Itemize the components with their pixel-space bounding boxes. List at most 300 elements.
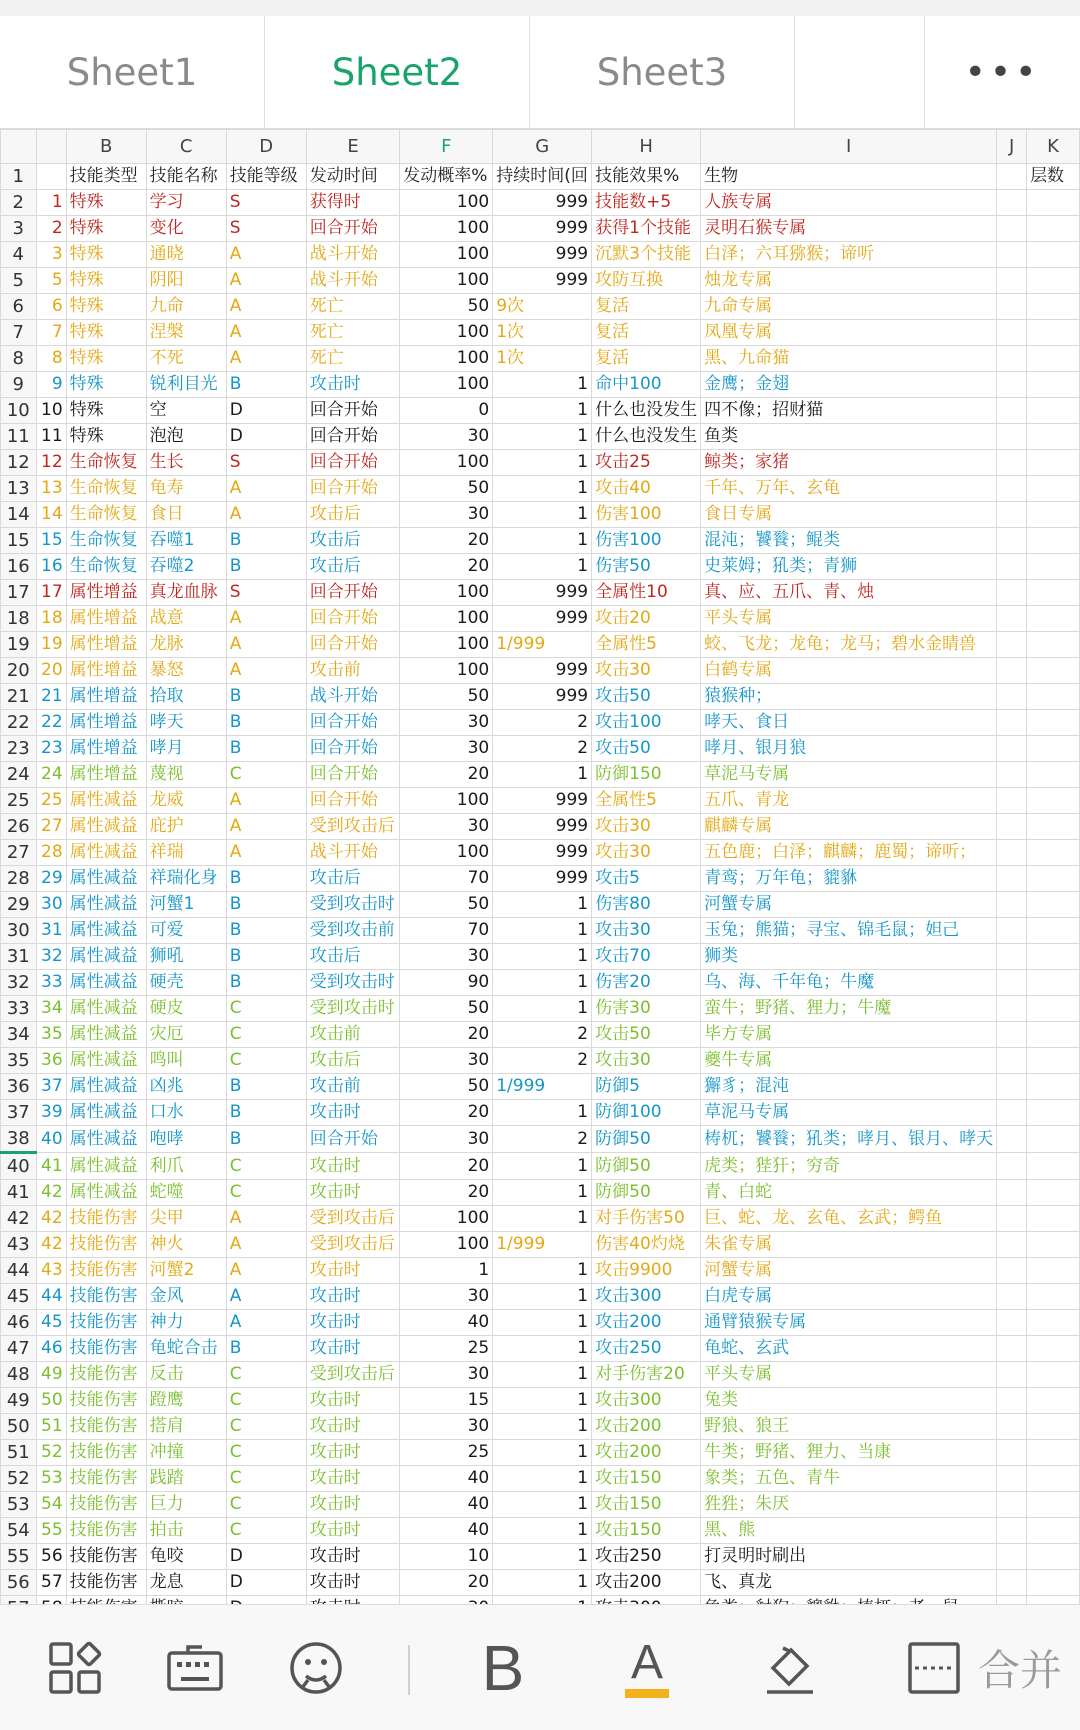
- cell-effect[interactable]: 攻击40: [592, 476, 701, 502]
- cell-creature[interactable]: 乌、海、千年龟；牛魔: [701, 970, 997, 996]
- cell-trigger-rate[interactable]: 40: [400, 1466, 493, 1492]
- cell-duration[interactable]: 1: [493, 424, 592, 450]
- cell-creature[interactable]: 飞、真龙: [701, 1570, 997, 1596]
- row-number[interactable]: 42: [1, 1206, 37, 1232]
- cell-trigger-rate[interactable]: 25: [400, 1440, 493, 1466]
- cell[interactable]: [1027, 1153, 1080, 1180]
- row-number[interactable]: 18: [1, 606, 37, 632]
- cell-trigger-rate[interactable]: 40: [400, 1310, 493, 1336]
- cell[interactable]: [1027, 1518, 1080, 1544]
- row-number[interactable]: 23: [1, 736, 37, 762]
- cell[interactable]: [1027, 268, 1080, 294]
- cell-skill-name[interactable]: 祥瑞化身: [146, 866, 226, 892]
- cell-trigger-rate[interactable]: 100: [400, 1232, 493, 1258]
- row-number[interactable]: 43: [1, 1232, 37, 1258]
- header-cell[interactable]: 技能等级: [226, 164, 306, 190]
- cell-index[interactable]: 7: [36, 320, 66, 346]
- cell-skill-name[interactable]: 金风: [146, 1284, 226, 1310]
- cell[interactable]: [997, 814, 1027, 840]
- cell-index[interactable]: 39: [36, 1100, 66, 1126]
- font-color-icon[interactable]: [614, 1635, 680, 1701]
- cell-index[interactable]: 15: [36, 528, 66, 554]
- cell-trigger-rate[interactable]: 15: [400, 1388, 493, 1414]
- cell[interactable]: [1027, 242, 1080, 268]
- cell-effect[interactable]: 沉默3个技能: [592, 242, 701, 268]
- cell-duration[interactable]: 1: [493, 1518, 592, 1544]
- cell-effect[interactable]: 攻击50: [592, 1022, 701, 1048]
- cell-trigger-time[interactable]: 攻击后: [306, 502, 400, 528]
- cell-skill-type[interactable]: 属性减益: [66, 1022, 146, 1048]
- cell[interactable]: [997, 476, 1027, 502]
- row-number[interactable]: 45: [1, 1284, 37, 1310]
- cell[interactable]: [997, 684, 1027, 710]
- cell-index[interactable]: 14: [36, 502, 66, 528]
- cell[interactable]: [997, 1284, 1027, 1310]
- cell-skill-name[interactable]: 利爪: [146, 1153, 226, 1180]
- cell-duration[interactable]: 1: [493, 476, 592, 502]
- cell-index[interactable]: 51: [36, 1414, 66, 1440]
- cell-effect[interactable]: 攻击30: [592, 918, 701, 944]
- cell[interactable]: [1027, 632, 1080, 658]
- tab-sheet3[interactable]: Sheet3: [530, 16, 795, 128]
- cell-skill-type[interactable]: 生命恢复: [66, 554, 146, 580]
- cell-trigger-time[interactable]: 攻击时: [306, 1258, 400, 1284]
- cell-duration[interactable]: 1: [493, 918, 592, 944]
- cell-trigger-time[interactable]: 攻击时: [306, 1388, 400, 1414]
- cell-index[interactable]: 20: [36, 658, 66, 684]
- cell-index[interactable]: 11: [36, 424, 66, 450]
- cell[interactable]: [1027, 1492, 1080, 1518]
- cell-trigger-rate[interactable]: 1: [400, 1258, 493, 1284]
- cell-creature[interactable]: 龟蛇、玄武: [701, 1336, 997, 1362]
- cell[interactable]: [997, 1440, 1027, 1466]
- cell-effect[interactable]: 防御50: [592, 1180, 701, 1206]
- cell-trigger-rate[interactable]: 100: [400, 346, 493, 372]
- cell-skill-name[interactable]: 涅槃: [146, 320, 226, 346]
- cell-skill-level[interactable]: B: [226, 1336, 306, 1362]
- cell-duration[interactable]: 1: [493, 1180, 592, 1206]
- cell[interactable]: [1027, 320, 1080, 346]
- cell-creature[interactable]: 玉兔；熊猫；寻宝、锦毛鼠；妲己: [701, 918, 997, 944]
- cell-trigger-time[interactable]: 回合开始: [306, 216, 400, 242]
- cell-skill-name[interactable]: 食日: [146, 502, 226, 528]
- row-number[interactable]: 55: [1, 1544, 37, 1570]
- cell-trigger-rate[interactable]: 100: [400, 606, 493, 632]
- row-number[interactable]: 10: [1, 398, 37, 424]
- cell-duration[interactable]: 999: [493, 814, 592, 840]
- cell-skill-type[interactable]: 属性增益: [66, 658, 146, 684]
- cell-duration[interactable]: 1: [493, 1466, 592, 1492]
- cell-trigger-time[interactable]: 攻击时: [306, 1153, 400, 1180]
- header-cell[interactable]: 发动概率%: [400, 164, 493, 190]
- cell-skill-level[interactable]: C: [226, 1518, 306, 1544]
- cell[interactable]: [1027, 918, 1080, 944]
- column-header-d[interactable]: D: [226, 130, 306, 164]
- cell-creature[interactable]: 金鹰；金翅: [701, 372, 997, 398]
- cell[interactable]: [997, 398, 1027, 424]
- cell-creature[interactable]: 平头专属: [701, 1362, 997, 1388]
- cell-effect[interactable]: 攻击200: [592, 1440, 701, 1466]
- cell-skill-level[interactable]: C: [226, 1492, 306, 1518]
- cell-trigger-rate[interactable]: 30: [400, 1048, 493, 1074]
- cell-trigger-time[interactable]: 受到攻击后: [306, 814, 400, 840]
- cell-skill-type[interactable]: 技能伤害: [66, 1362, 146, 1388]
- cell[interactable]: [997, 554, 1027, 580]
- cell-creature[interactable]: 草泥马专属: [701, 1100, 997, 1126]
- cell-skill-name[interactable]: 灾厄: [146, 1022, 226, 1048]
- cell-index[interactable]: 22: [36, 710, 66, 736]
- cell-effect[interactable]: 什么也没发生: [592, 398, 701, 424]
- cell-trigger-time[interactable]: 回合开始: [306, 476, 400, 502]
- cell-index[interactable]: 34: [36, 996, 66, 1022]
- cell-skill-name[interactable]: 龙脉: [146, 632, 226, 658]
- row-number[interactable]: 16: [1, 554, 37, 580]
- cell-skill-level[interactable]: B: [226, 684, 306, 710]
- cell-skill-type[interactable]: 属性减益: [66, 1126, 146, 1153]
- cell-trigger-rate[interactable]: 100: [400, 268, 493, 294]
- row-number[interactable]: 47: [1, 1336, 37, 1362]
- cell-creature[interactable]: 打灵明时刷出: [701, 1544, 997, 1570]
- cell-skill-type[interactable]: 属性减益: [66, 840, 146, 866]
- cell[interactable]: [997, 918, 1027, 944]
- cell-skill-type[interactable]: 特殊: [66, 294, 146, 320]
- cell-trigger-time[interactable]: 回合开始: [306, 606, 400, 632]
- cell-trigger-time[interactable]: 攻击后: [306, 528, 400, 554]
- cell-trigger-rate[interactable]: 50: [400, 476, 493, 502]
- cell-skill-level[interactable]: C: [226, 996, 306, 1022]
- cell-creature[interactable]: 四不像；招财猫: [701, 398, 997, 424]
- cell-skill-name[interactable]: 拾取: [146, 684, 226, 710]
- row-number[interactable]: 27: [1, 840, 37, 866]
- cell-skill-level[interactable]: B: [226, 892, 306, 918]
- cell[interactable]: [1027, 762, 1080, 788]
- cell-skill-type[interactable]: 技能伤害: [66, 1284, 146, 1310]
- cell[interactable]: [1027, 476, 1080, 502]
- cell-skill-name[interactable]: 哮月: [146, 736, 226, 762]
- cell-effect[interactable]: 伤害40灼烧: [592, 1232, 701, 1258]
- cell-skill-level[interactable]: A: [226, 294, 306, 320]
- cell-creature[interactable]: 草泥马专属: [701, 762, 997, 788]
- cell-skill-level[interactable]: B: [226, 736, 306, 762]
- tab-sheet2[interactable]: Sheet2: [265, 16, 530, 128]
- cell[interactable]: [1027, 1126, 1080, 1153]
- header-cell[interactable]: 生物: [701, 164, 997, 190]
- cell[interactable]: [997, 502, 1027, 528]
- cell-skill-level[interactable]: S: [226, 450, 306, 476]
- cell[interactable]: [997, 1544, 1027, 1570]
- cell-effect[interactable]: 命中100: [592, 372, 701, 398]
- cell-index[interactable]: 37: [36, 1074, 66, 1100]
- cell-index[interactable]: 8: [36, 346, 66, 372]
- cell[interactable]: [997, 1492, 1027, 1518]
- cell[interactable]: [1027, 1284, 1080, 1310]
- cell-skill-type[interactable]: 技能伤害: [66, 1440, 146, 1466]
- cell-duration[interactable]: 1: [493, 1414, 592, 1440]
- row-number[interactable]: 1: [1, 164, 37, 190]
- cell-duration[interactable]: 1: [493, 372, 592, 398]
- cell-creature[interactable]: 白鹤专属: [701, 658, 997, 684]
- cell-skill-level[interactable]: B: [226, 554, 306, 580]
- cell[interactable]: [997, 1153, 1027, 1180]
- cell[interactable]: [997, 1180, 1027, 1206]
- cell-index[interactable]: 28: [36, 840, 66, 866]
- cell-index[interactable]: 6: [36, 294, 66, 320]
- cell[interactable]: [997, 268, 1027, 294]
- cell-creature[interactable]: 狌狌；朱厌: [701, 1492, 997, 1518]
- cell-creature[interactable]: 河蟹专属: [701, 1258, 997, 1284]
- cell-index[interactable]: 33: [36, 970, 66, 996]
- cell-skill-name[interactable]: 反击: [146, 1362, 226, 1388]
- row-number[interactable]: 53: [1, 1492, 37, 1518]
- cell[interactable]: [1027, 1544, 1080, 1570]
- cell-trigger-time[interactable]: 受到攻击时: [306, 996, 400, 1022]
- row-number[interactable]: 48: [1, 1362, 37, 1388]
- cell-trigger-rate[interactable]: 100: [400, 580, 493, 606]
- row-number[interactable]: 2: [1, 190, 37, 216]
- cell-skill-type[interactable]: 生命恢复: [66, 450, 146, 476]
- cell-effect[interactable]: 防御5: [592, 1074, 701, 1100]
- cell-index[interactable]: 35: [36, 1022, 66, 1048]
- cell-index[interactable]: 2: [36, 216, 66, 242]
- cell-trigger-rate[interactable]: 50: [400, 996, 493, 1022]
- cell-skill-name[interactable]: 龙威: [146, 788, 226, 814]
- cell-trigger-rate[interactable]: 100: [400, 788, 493, 814]
- cell-skill-type[interactable]: 属性减益: [66, 1100, 146, 1126]
- cell-skill-type[interactable]: 技能伤害: [66, 1388, 146, 1414]
- cell-skill-name[interactable]: 凶兆: [146, 1074, 226, 1100]
- cell-skill-name[interactable]: 鸣叫: [146, 1048, 226, 1074]
- cell-creature[interactable]: 蛟、飞龙；龙龟；龙马；碧水金睛兽: [701, 632, 997, 658]
- cell-skill-type[interactable]: 特殊: [66, 190, 146, 216]
- cell-skill-level[interactable]: B: [226, 710, 306, 736]
- cell-effect[interactable]: 攻击100: [592, 710, 701, 736]
- row-number[interactable]: 38: [1, 1126, 37, 1153]
- cell-skill-type[interactable]: 特殊: [66, 320, 146, 346]
- cell-duration[interactable]: 1/999: [493, 1232, 592, 1258]
- cell-skill-type[interactable]: 属性减益: [66, 996, 146, 1022]
- cell-skill-name[interactable]: 蔑视: [146, 762, 226, 788]
- row-number[interactable]: 56: [1, 1570, 37, 1596]
- cell-effect[interactable]: 防御150: [592, 762, 701, 788]
- row-number[interactable]: 11: [1, 424, 37, 450]
- cell-creature[interactable]: 獬豸；混沌: [701, 1074, 997, 1100]
- row-number[interactable]: 32: [1, 970, 37, 996]
- row-number[interactable]: 22: [1, 710, 37, 736]
- cell-duration[interactable]: 999: [493, 840, 592, 866]
- cell[interactable]: [997, 944, 1027, 970]
- cell-duration[interactable]: 999: [493, 580, 592, 606]
- cell-trigger-time[interactable]: 攻击时: [306, 1570, 400, 1596]
- cell-index[interactable]: 30: [36, 892, 66, 918]
- column-header-h[interactable]: H: [592, 130, 701, 164]
- cell-skill-name[interactable]: 拍击: [146, 1518, 226, 1544]
- header-cell[interactable]: 技能名称: [146, 164, 226, 190]
- cell-duration[interactable]: 1: [493, 1440, 592, 1466]
- row-number[interactable]: 36: [1, 1074, 37, 1100]
- cell-trigger-time[interactable]: 受到攻击时: [306, 892, 400, 918]
- column-header-e[interactable]: E: [306, 130, 400, 164]
- cell[interactable]: [997, 1022, 1027, 1048]
- cell-creature[interactable]: 五色鹿；白泽；麒麟；鹿蜀；谛听；: [701, 840, 997, 866]
- cell-index[interactable]: 31: [36, 918, 66, 944]
- cell-duration[interactable]: 1次: [493, 320, 592, 346]
- row-number[interactable]: 12: [1, 450, 37, 476]
- cell-skill-name[interactable]: 神火: [146, 1232, 226, 1258]
- cell-skill-name[interactable]: 龙息: [146, 1570, 226, 1596]
- cell-skill-level[interactable]: B: [226, 866, 306, 892]
- row-number[interactable]: 17: [1, 580, 37, 606]
- cell-trigger-time[interactable]: 攻击时: [306, 372, 400, 398]
- row-number[interactable]: 7: [1, 320, 37, 346]
- cell-creature[interactable]: 象类；五色、青牛: [701, 1466, 997, 1492]
- cell-index[interactable]: 17: [36, 580, 66, 606]
- column-header-a[interactable]: [36, 130, 66, 164]
- cell[interactable]: [997, 1570, 1027, 1596]
- cell-trigger-rate[interactable]: 70: [400, 866, 493, 892]
- cell-skill-name[interactable]: 通晓: [146, 242, 226, 268]
- cell[interactable]: [997, 606, 1027, 632]
- cell-index[interactable]: 27: [36, 814, 66, 840]
- cell[interactable]: [1027, 1232, 1080, 1258]
- cell[interactable]: [1027, 710, 1080, 736]
- cell-skill-level[interactable]: A: [226, 840, 306, 866]
- cell-effect[interactable]: 对手伤害20: [592, 1362, 701, 1388]
- row-number[interactable]: 6: [1, 294, 37, 320]
- corner-cell[interactable]: [1, 130, 37, 164]
- cell-skill-type[interactable]: 技能伤害: [66, 1258, 146, 1284]
- cell-skill-name[interactable]: 九命: [146, 294, 226, 320]
- cell-index[interactable]: 41: [36, 1153, 66, 1180]
- cell-duration[interactable]: 1: [493, 970, 592, 996]
- cell-duration[interactable]: 999: [493, 242, 592, 268]
- cell-creature[interactable]: 巨、蛇、龙、玄龟、玄武；鳄鱼: [701, 1206, 997, 1232]
- cell[interactable]: [1027, 1388, 1080, 1414]
- cell-duration[interactable]: 2: [493, 736, 592, 762]
- cell-index[interactable]: 32: [36, 944, 66, 970]
- cell-skill-level[interactable]: C: [226, 1414, 306, 1440]
- cell[interactable]: [997, 320, 1027, 346]
- cell-effect[interactable]: 伤害100: [592, 502, 701, 528]
- cell[interactable]: [1027, 736, 1080, 762]
- cell-trigger-time[interactable]: 回合开始: [306, 762, 400, 788]
- cell-skill-type[interactable]: 属性增益: [66, 736, 146, 762]
- cell-skill-type[interactable]: 技能伤害: [66, 1466, 146, 1492]
- cell[interactable]: [1027, 788, 1080, 814]
- cell-duration[interactable]: 1: [493, 996, 592, 1022]
- layout-icon[interactable]: [46, 1635, 104, 1701]
- cell-creature[interactable]: 牛类；野猪、狸力、当康: [701, 1440, 997, 1466]
- cell-effect[interactable]: 攻击200: [592, 1414, 701, 1440]
- cell-trigger-rate[interactable]: 10: [400, 1544, 493, 1570]
- cell-trigger-time[interactable]: 攻击时: [306, 1310, 400, 1336]
- cell-trigger-rate[interactable]: 100: [400, 840, 493, 866]
- cell-creature[interactable]: 狮类: [701, 944, 997, 970]
- cell[interactable]: [997, 996, 1027, 1022]
- cell[interactable]: [997, 892, 1027, 918]
- cell[interactable]: [997, 840, 1027, 866]
- cell-index[interactable]: 5: [36, 268, 66, 294]
- cell-skill-level[interactable]: B: [226, 1100, 306, 1126]
- cell-trigger-rate[interactable]: 100: [400, 320, 493, 346]
- cell-skill-type[interactable]: 属性减益: [66, 1074, 146, 1100]
- cell-skill-name[interactable]: 祥瑞: [146, 840, 226, 866]
- cell-duration[interactable]: 1: [493, 1544, 592, 1570]
- cell-duration[interactable]: 1: [493, 1336, 592, 1362]
- cell-trigger-time[interactable]: 攻击时: [306, 1492, 400, 1518]
- header-cell[interactable]: [997, 164, 1027, 190]
- cell-effect[interactable]: 攻击250: [592, 1336, 701, 1362]
- cell-trigger-time[interactable]: 回合开始: [306, 424, 400, 450]
- cell-trigger-time[interactable]: 攻击时: [306, 1518, 400, 1544]
- row-number[interactable]: 30: [1, 918, 37, 944]
- cell-trigger-time[interactable]: 受到攻击前: [306, 918, 400, 944]
- cell-creature[interactable]: 兔类: [701, 1388, 997, 1414]
- cell-trigger-time[interactable]: 受到攻击后: [306, 1362, 400, 1388]
- cell[interactable]: [997, 580, 1027, 606]
- cell-skill-name[interactable]: 哮天: [146, 710, 226, 736]
- cell-effect[interactable]: 攻击150: [592, 1466, 701, 1492]
- cell-duration[interactable]: 999: [493, 658, 592, 684]
- cell-duration[interactable]: 999: [493, 684, 592, 710]
- cell[interactable]: [1027, 1100, 1080, 1126]
- cell-duration[interactable]: 2: [493, 1048, 592, 1074]
- cell-skill-level[interactable]: B: [226, 372, 306, 398]
- cell-creature[interactable]: 食日专属: [701, 502, 997, 528]
- cell[interactable]: [997, 866, 1027, 892]
- cell-index[interactable]: 12: [36, 450, 66, 476]
- cell-index[interactable]: 16: [36, 554, 66, 580]
- cell-trigger-time[interactable]: 回合开始: [306, 398, 400, 424]
- cell-creature[interactable]: 灵明石猴专属: [701, 216, 997, 242]
- row-number[interactable]: 49: [1, 1388, 37, 1414]
- cell-effect[interactable]: 伤害80: [592, 892, 701, 918]
- cell-skill-name[interactable]: 巨力: [146, 1492, 226, 1518]
- cell-skill-level[interactable]: A: [226, 606, 306, 632]
- cell-creature[interactable]: 黑、熊: [701, 1518, 997, 1544]
- cell-skill-level[interactable]: A: [226, 242, 306, 268]
- cell-creature[interactable]: 鲸类；家猪: [701, 450, 997, 476]
- cell-creature[interactable]: 千年、万年、玄龟: [701, 476, 997, 502]
- cell-creature[interactable]: 猿猴种；: [701, 684, 997, 710]
- cell-trigger-time[interactable]: 攻击时: [306, 1466, 400, 1492]
- cell[interactable]: [1027, 814, 1080, 840]
- cell-skill-name[interactable]: 生长: [146, 450, 226, 476]
- cell-effect[interactable]: 攻防互换: [592, 268, 701, 294]
- column-header-c[interactable]: C: [146, 130, 226, 164]
- cell-duration[interactable]: 1: [493, 554, 592, 580]
- cell-effect[interactable]: 什么也没发生: [592, 424, 701, 450]
- row-number[interactable]: 52: [1, 1466, 37, 1492]
- cell-duration[interactable]: 1/999: [493, 1074, 592, 1100]
- cell-effect[interactable]: 攻击250: [592, 1544, 701, 1570]
- cell-trigger-rate[interactable]: 20: [400, 1570, 493, 1596]
- cell-effect[interactable]: 复活: [592, 346, 701, 372]
- cell-duration[interactable]: 1: [493, 762, 592, 788]
- cell-duration[interactable]: 1: [493, 892, 592, 918]
- cell-skill-level[interactable]: B: [226, 1126, 306, 1153]
- cell-skill-type[interactable]: 属性减益: [66, 1180, 146, 1206]
- cell-skill-name[interactable]: 搭肩: [146, 1414, 226, 1440]
- row-number[interactable]: 9: [1, 372, 37, 398]
- cell-creature[interactable]: 河蟹专属: [701, 892, 997, 918]
- cell-skill-type[interactable]: 属性增益: [66, 632, 146, 658]
- cell[interactable]: [997, 346, 1027, 372]
- cell-trigger-rate[interactable]: 100: [400, 242, 493, 268]
- cell-duration[interactable]: 1/999: [493, 632, 592, 658]
- cell-skill-level[interactable]: A: [226, 658, 306, 684]
- cell-trigger-time[interactable]: 受到攻击时: [306, 970, 400, 996]
- cell-effect[interactable]: 获得1个技能: [592, 216, 701, 242]
